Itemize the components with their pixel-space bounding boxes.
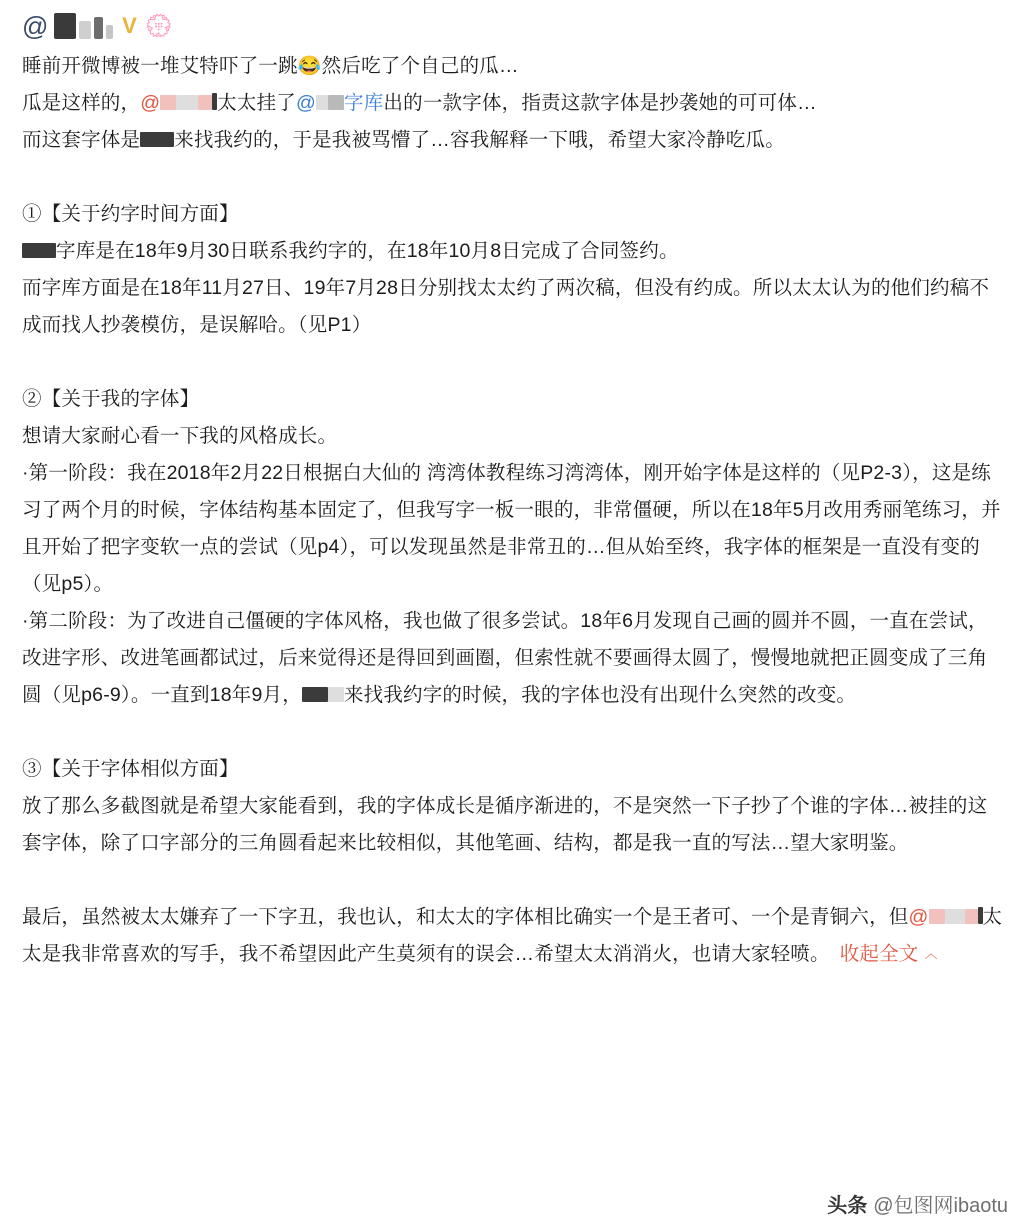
laughing-crying-emoji-icon: 😂 (297, 56, 322, 77)
mention-user-1[interactable] (140, 92, 217, 114)
mention-prefix: @ (296, 92, 317, 114)
section-2-stage-2 (22, 603, 1006, 714)
redacted-name-part (978, 907, 983, 924)
post-body (22, 48, 1006, 974)
closing-segment-2: 太太是我非常喜欢的写手，我不希望因此产生莫须有的误会…希望太太消消火，也请大家轻喷。 (22, 906, 1003, 965)
p1-text-after: 然后吃了个自己的瓜… (321, 55, 519, 77)
watermark-logo: 头条 (827, 1195, 868, 1217)
collapse-full-text-button[interactable] (840, 943, 938, 965)
section-1-line-1-text: 字库是在18年9月30日联系我约字的，在18年10月8日完成了合同签约。 (56, 240, 679, 262)
p3-segment-2: 来找我约的，于是我被骂懵了…容我解释一下哦，希望大家冷静吃瓜。 (174, 129, 785, 151)
post-paragraph-3 (22, 122, 1006, 159)
section-2-heading: ②【关于我的字体】 (22, 388, 200, 410)
redacted-name-part (316, 95, 328, 110)
section-2-stage-2-before: ·第二阶段：为了改进自己僵硬的字体风格，我也做了很多尝试。18年6月发现自己画的圆并不圆，一直在尝试，改进字形、改进笔画都试过，后来觉得还是得回到画圈，但索性就不要画得太圆了，慢慢地就把正圆变成了三角圆（见p6-9）。一直到18年9月， (22, 610, 988, 706)
paragraph-spacer (22, 344, 1006, 381)
collapse-label: 收起全文 (839, 943, 919, 965)
section-2-intro: 想请大家耐心看一下我的风格成长。 (22, 425, 338, 447)
redacted-username-block (54, 13, 113, 39)
paragraph-spacer (22, 159, 1006, 196)
closing-segment-1: 最后，虽然被太太嫌弃了一下字丑，我也认，和太太的字体相比确实一个是王者可、一个是青铜六，但 (22, 906, 909, 928)
redacted-name-part (212, 93, 217, 110)
redacted-name-part (945, 909, 965, 924)
paragraph-spacer (22, 862, 1006, 899)
section-2-stage-1: ·第一阶段：我在2018年2月22日根据白大仙的 湾湾体教程练习湾湾体，刚开始字体是这样的（见P2-3），这是练习了两个月的时候，字体结构基本固定了，但我写字一板一眼的，非常僵硬，所以在18年5月改用秀丽笔练习，并且开始了把字变软一点的尝试（见p4），可以发现虽然是非常丑的…但从始至终，我字体的框架是一直没有变的（见p5）。 (22, 462, 1001, 595)
at-symbol: @ (22, 11, 49, 41)
redacted-name-part (160, 95, 176, 110)
redacted-bar (106, 25, 113, 39)
redacted-name-part (328, 95, 344, 110)
p2-segment-2: 太太挂了 (217, 92, 297, 114)
mention-prefix: @ (908, 906, 929, 928)
redacted-name-part (929, 909, 945, 924)
redacted-bar (94, 17, 103, 39)
chevron-up-icon: ︿ (924, 946, 938, 961)
section-3-heading: ③【关于字体相似方面】 (22, 758, 239, 780)
watermark (827, 1189, 1008, 1218)
mention-prefix: @ (140, 92, 161, 114)
p1-text-before: 睡前开微博被一堆艾特吓了一跳 (22, 55, 298, 77)
p2-segment-3: 出的一款字体，指责这款字体是抄袭她的可可体… (383, 92, 817, 114)
mention-tail: 字库 (344, 92, 384, 114)
verified-badge-icon: V (122, 13, 137, 38)
mention-user-3[interactable] (909, 906, 983, 928)
watermark-text: @包图网ibaotu (873, 1195, 1008, 1217)
post-paragraph-1 (22, 48, 1006, 85)
p3-segment-1: 而这套字体是 (22, 129, 141, 151)
section-3-body: 放了那么多截图就是希望大家能看到，我的字体成长是循序渐进的，不是突然一下子抄了个谁的字体…被挂的这套字体，除了口字部分的三角圆看起来比较相似，其他笔画、结构，都是我一直的写法…望大家明鉴。 (22, 795, 988, 854)
flower-emoji-icon: 💮 (145, 13, 173, 38)
redacted-bar (54, 13, 76, 39)
redacted-brand-name (302, 687, 328, 702)
redacted-name-part (198, 95, 212, 110)
redacted-brand-name (22, 243, 56, 258)
post-paragraph-2 (22, 85, 1006, 122)
redacted-name-part (176, 95, 198, 110)
closing-paragraph (22, 899, 1006, 974)
section-1-line-1 (22, 233, 1006, 270)
redacted-bar (79, 21, 91, 39)
paragraph-spacer (22, 714, 1006, 751)
redacted-brand-name (328, 687, 344, 702)
redacted-name-part (965, 909, 978, 924)
p2-segment-1: 瓜是这样的， (22, 92, 141, 114)
section-1-line-2: 而字库方面是在18年11月27日、19年7月28日分别找太太约了两次稿，但没有约成。所以太太认为的他们约稿不成而找人抄袭模仿，是误解哈。（见P1） (22, 277, 990, 336)
section-1-heading: ①【关于约字时间方面】 (22, 203, 239, 225)
mention-user-2[interactable] (296, 92, 383, 114)
post-header-mention (22, 0, 1006, 48)
section-2-stage-2-after: 来找我约字的时候，我的字体也没有出现什么突然的改变。 (343, 684, 857, 706)
redacted-brand-name (140, 132, 174, 147)
